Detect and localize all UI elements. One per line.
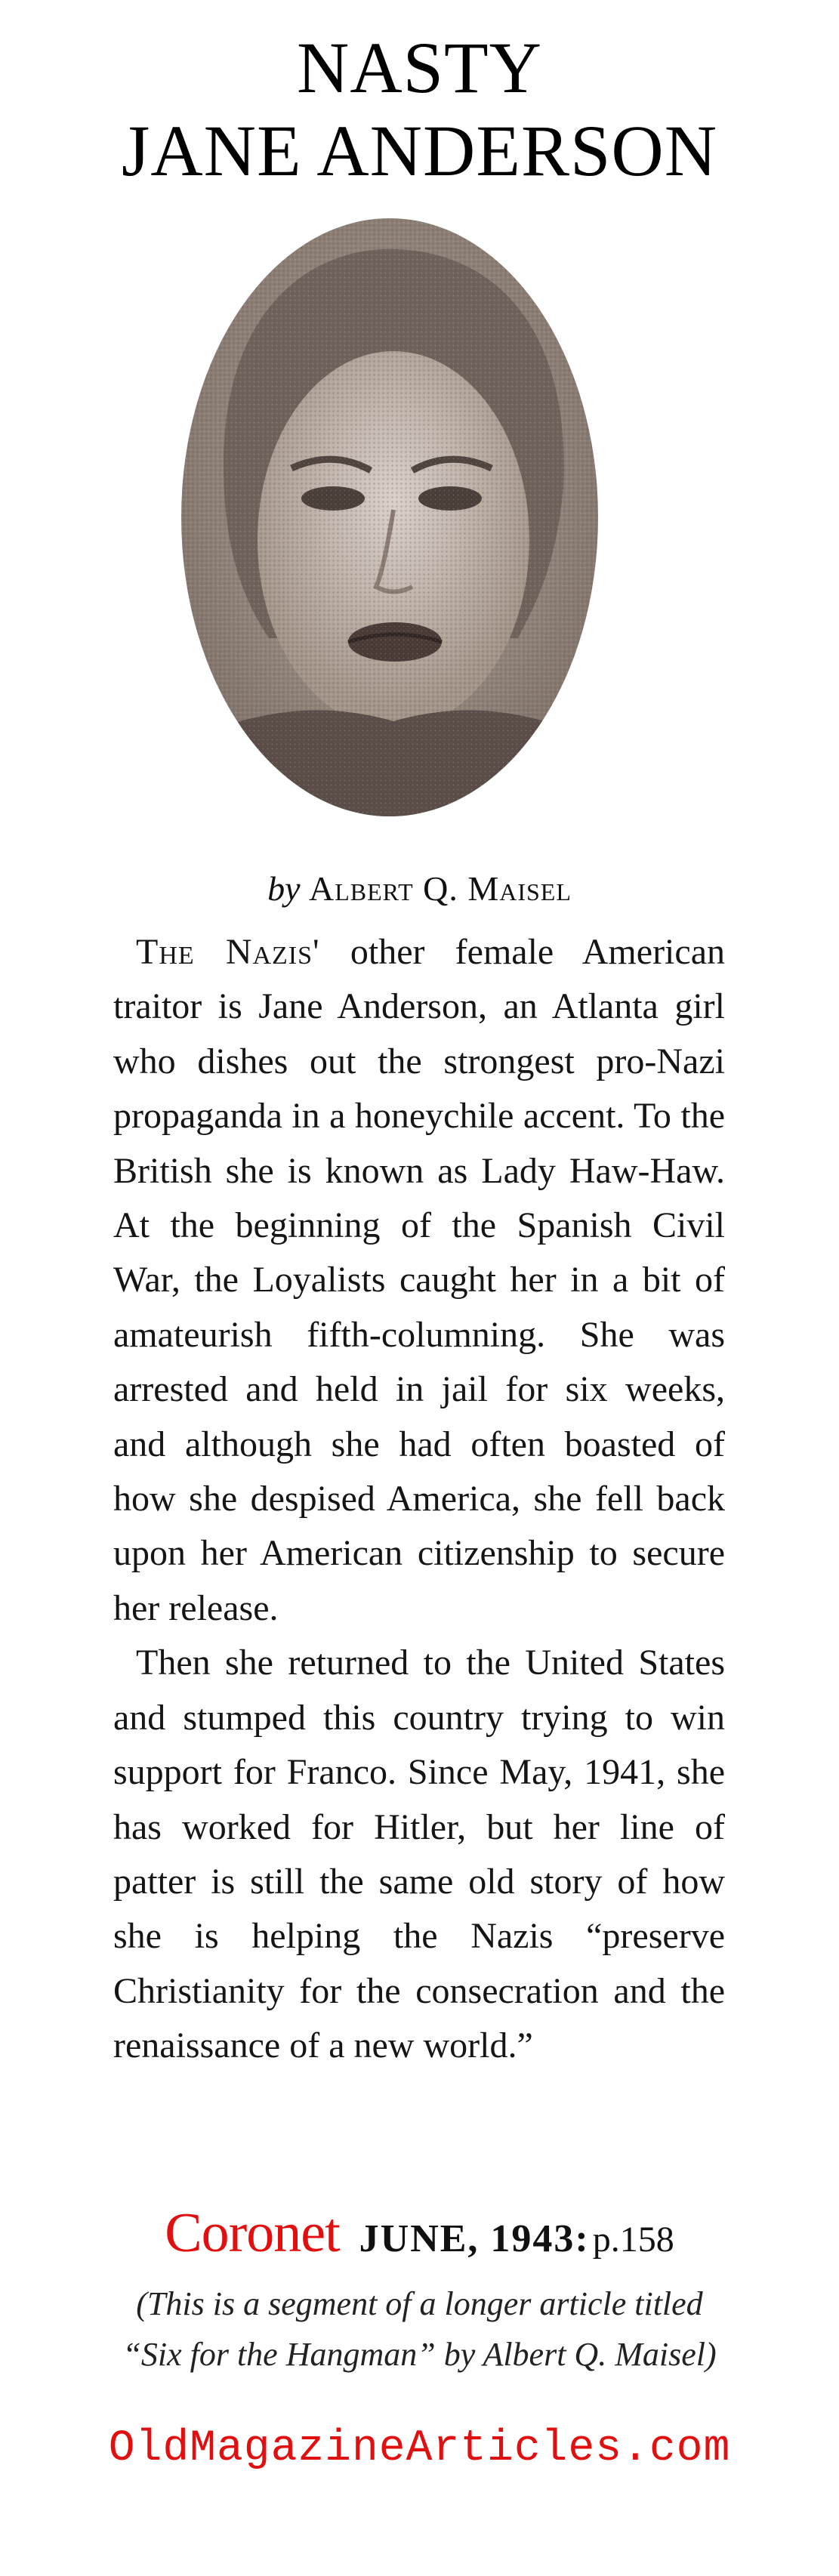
- paragraph-1: [113, 925, 725, 1636]
- byline-by: by: [267, 869, 301, 908]
- headline-line-1: NASTY: [296, 27, 542, 108]
- page-number: p.158: [592, 2220, 674, 2260]
- headline-line-2: JANE ANDERSON: [121, 110, 718, 191]
- article-body: [113, 925, 725, 2074]
- byline: [0, 868, 839, 909]
- source-line: [0, 2201, 839, 2266]
- paragraph-1-lead: The Nazis': [136, 932, 320, 972]
- byline-author: Albert Q. Maisel: [309, 869, 572, 908]
- issue-date: JUNE, 1943:: [359, 2217, 590, 2260]
- segment-note-line-1: (This is a segment of a longer article titled: [136, 2285, 703, 2322]
- paragraph-2: Then she returned to the United States and stumped this country trying to win support for Franco. Since May, 1941, she has worked for Hitler, but her line of patter is still the same old story of how she is helping the Nazis “preserve Christianity for the consecration and the renaissance of a new world.”: [113, 1643, 725, 2066]
- paragraph-1-text: other female American traitor is Jane Anderson, an Atlanta girl who dishes out the strongest pro-Nazi propaganda in a honeychile accent. To the British she is known as Lady Haw-Haw. At the beginning of the Spanish Civil War, the Loyalists caught her in a bit of amateurish fifth-columning. She was arrested and held in jail for six weeks, and although she had often boasted of how she despised America, she fell back upon her American citizenship to secure her release.: [113, 932, 725, 1628]
- magazine-name: Coronet: [165, 2202, 340, 2264]
- portrait-photo: [178, 215, 601, 819]
- segment-note-line-2: “Six for the Hangman” by Albert Q. Maisel): [122, 2336, 717, 2373]
- site-link[interactable]: OldMagazineArticles.com: [108, 2424, 731, 2473]
